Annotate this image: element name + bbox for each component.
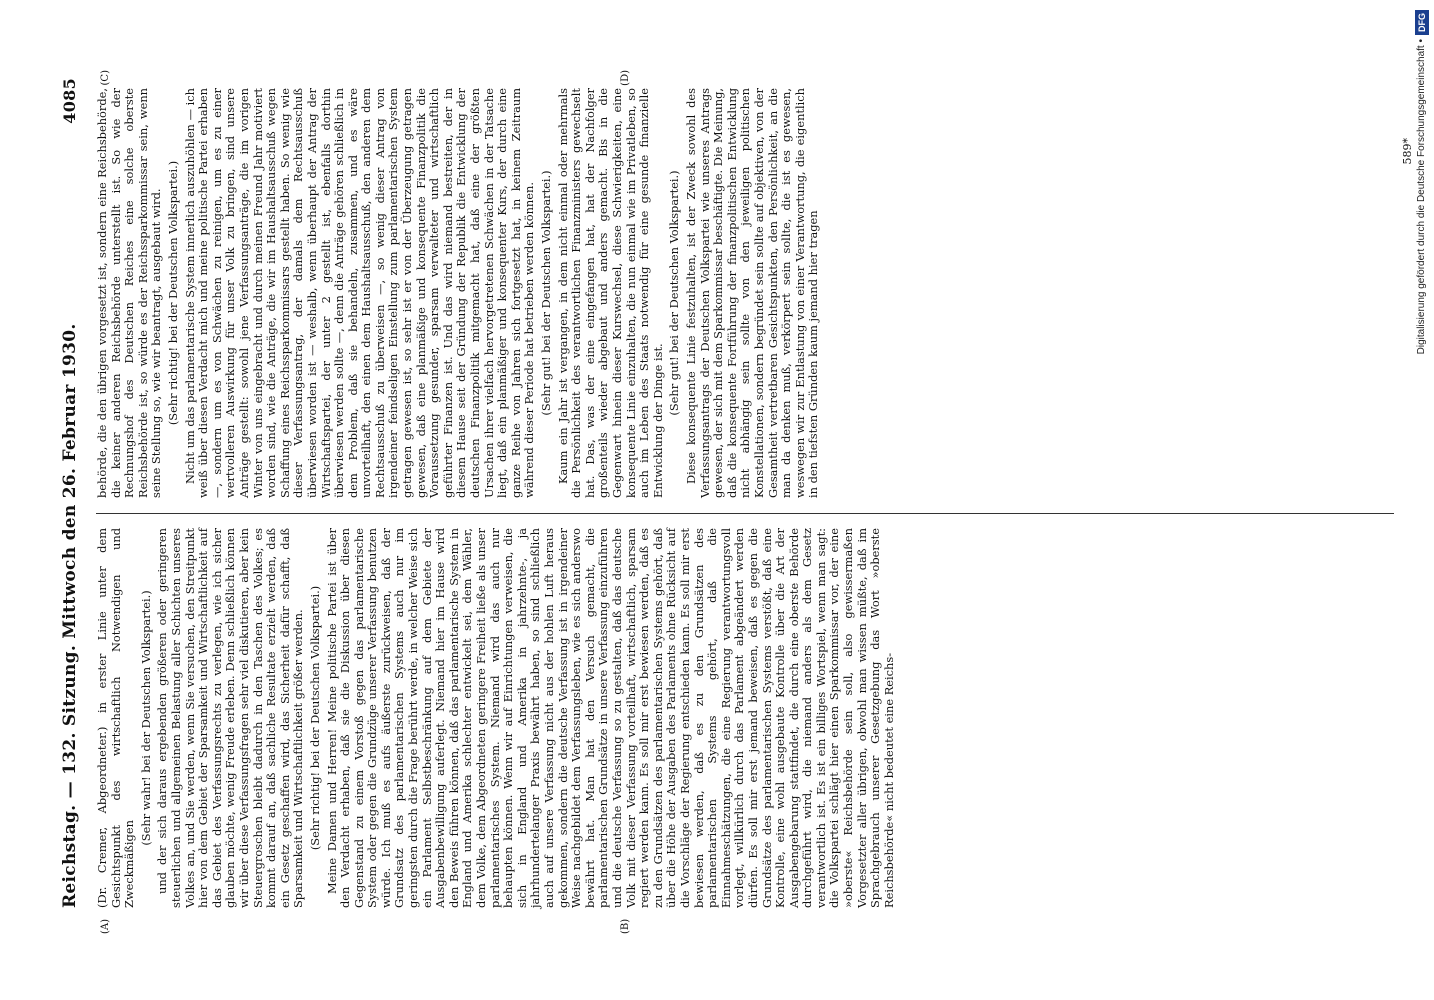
- column-divider: [96, 513, 1394, 514]
- right-column: [96, 88, 1394, 498]
- paragraph: Diese konsequente Linie festzuhalten, ist der Zweck sowohl des Verfassungsantrags der Deutschen Volkspartei wie unseres Antrags gewesen, der sich mit dem Sparkommissar beschäftigte. Die Meinung, daß die konsequente Fortführung der finanzpolitischen Entwicklung nicht abhängig sein sollte von den jeweiligen politischen Konstellationen, sondern begründet sein sollte auf objektiven, von der Gesamtheit vertretbaren Gesichtspunkten, den Persönlichkeit, an die man da denken muß, verkörpert sein sollte, die ist es gewesen, weswegen wir zur Entlastung von einer Verantwortung, die eigentlich in den tiefsten Gründen kaum jemand hier tragen: [683, 88, 821, 498]
- digitization-note-text: Digitalisierung gefördert durch die Deutsche Forschungsgemeinschaft •: [1416, 39, 1427, 355]
- interjection: (Sehr wahr! bei der Deutschen Volkspartei.): [138, 590, 153, 846]
- interjection: (Sehr gut! bei der Deutschen Volkspartei.): [539, 170, 553, 416]
- paragraph: behörde, die den übrigen vorgesetzt ist, sondern eine Reichsbehörde, die keiner anderen Reichsbehörde unterstellt ist. So wie der Rechnungshof des Deutschen Reiches eine solche oberste Reichsbehörde ist, so würde es der Reichssparkommissar sein, wenn seine Stellung so, wie wir beantragt, ausgebaut wird.: [95, 88, 164, 498]
- paragraph: (Dr. Cremer, Abgeordneter.) in erster Linie unter dem Gesichtspunkt des wirtschaftlich Notwendigen und Zweckmäßigen: [95, 528, 137, 908]
- header-title: Reichstag. — 132. Sitzung. Mittwoch den 26. Februar 1930.: [60, 323, 80, 908]
- margin-marker-b: (B): [620, 918, 631, 934]
- left-column: [96, 528, 1394, 908]
- margin-marker-d: (D): [620, 70, 631, 86]
- margin-marker-a: (A): [100, 918, 111, 934]
- paragraph: und der sich daraus ergebenden größeren oder geringeren steuerlichen und allgemeinen Belastung aller Schichten unseres Volkes an, und Sie werden, wenn Sie versuchen, den Streitpunkt hier von dem Gebiet der Sparsamkeit und Wirtschaftlichkeit auf das Gebiet des Verfassungsrechts zu verlegen, wie ich sicher glauben möchte, wenig Freude erleben. Denn schließlich können wir über diese Verfassungsfragen sehr viel diskutieren, aber kein Steuergroschen bleibt dadurch in den Taschen des Volkes; es kommt darauf an, daß sachliche Resultate erzielt werden, daß ein Gesetz geschaffen wird, das Sicherheit dafür schafft, daß Sparsamkeit und Wirtschaftlichkeit größer werden.: [155, 528, 306, 908]
- page-number: 4085: [60, 78, 79, 124]
- paragraph: Nicht um das parlamentarische System innerlich auszuhöhlen — ich weiß über diesen Verdacht mich und meine politische Partei erhaben —, sondern um es von Schwächen zu reinigen, um es zu einer wertvolleren Auswirkung für unser Volk zu bringen, sind unsere Anträge gestellt: sowohl jene Verfassungsanträge, die im vorigen Winter von uns eingebracht und durch meinen Freund Jahr motiviert worden sind, wie die Anträge, die wir im Haushaltsausschuß wegen Schaffung eines Reichssparkommissars gestellt haben. So wenig wie dieser Verfassungsantrag, der damals dem Rechtsausschuß überwiesen worden ist — weshalb, wenn überhaupt der Antrag der Wirtschaftspartei, der unter 2 gestellt ist, ebenfalls dorthin überwiesen werden sollte —, denn die Anträge gehören schließlich in dem Problem, daß sie behandeln, zusammen, und es wäre unvorteilhaft, den einen dem Haushaltsausschuß, den anderen dem Rechtsausschuß zu überweisen —, so wenig dieser Antrag von irgendeiner feindseligen Einstellung zum parlamentarischen System getragen gewesen ist, so sehr ist er von der Überzeugung getragen gewesen, daß eine planmäßige und konsequente Finanzpolitik die Voraussetzung gesunder, sparsam verwalteter und wirtschaftlich geführter Finanzen ist. Und das wird niemand bestreiten, der in diesem Hause seit der Gründung der Republik die Entwicklung der deutschen Finanzpolitik mitgemacht hat, daß eine der größten Ursachen ihrer vielfach hervorgetretenen Schwächen in der Tatsache liegt, daß ein planmäßiger und konsequenter Kurs, der durch eine ganze Reihe von Jahren sich fortgesetzt hat, in keinem Zeitraum während dieser Periode hat betrieben werden können.: [182, 88, 537, 498]
- interjection: (Sehr gut! bei der Deutschen Volkspartei.): [667, 170, 682, 416]
- paragraph: Kaum ein Jahr ist vergangen, in dem nicht einmal oder mehrmals die Persönlichkeit des verantwortlichen Finanzministers gewechselt hat. Das, was der eine eingefangen hat, hat der Nachfolger großenteils wieder abgebaut und anders gemacht. Bis in die Gegenwart hinein dieser Kurswechsel, diese Schwierigkeiten, eine konsequente Linie einzuhalten, die nun einmal wie im Privatleben, so auch im Leben des Staats notwendig für eine gesunde finanzielle Entwicklung der Dinge ist.: [555, 88, 665, 498]
- page-content: [60, 70, 1414, 938]
- paragraph: Meine Damen und Herren! Meine politische Partei ist über den Verdacht erhaben, daß sie die Diskussion über diesen Gegenstand zu einem Vorstoß gegen das parlamentarische System oder gegen die Grundzüge unserer Verfassung benutzen würde. Ich muß es aufs äußerste zurückweisen, daß der Grundsatz des parlamentarischen Systems auch nur im geringsten durch die Frage berührt werde, in welcher Weise sich ein Parlament Selbstbeschränkung auf dem Gebiete der Ausgabenbewilligung auferlegt. Niemand hier im Hause wird den Beweis führen können, daß das parlamentarische System in England und Amerika schlechter entwickelt sei, dem Wähler, dem Volke, dem Abgeordneten geringere Freiheit ließe als unser parlamentarisches System. Niemand wird das auch nur behaupten können. Wenn wir auf Einrichtungen verweisen, die sich in England und Amerika in jahrzehnte-, ja jahrhundertelanger Praxis bewährt haben, so sind schließlich auch auf unsere Verfassung nicht aus der hohlen Luft heraus gekommen, sondern die deutsche Verfassung ist in irgendeiner Weise nachgebildet dem Verfassungsleben, wie es sich anderswo bewährt hat. Man hat den Versuch gemacht, die parlamentarischen Grundsätze in unsere Verfassung einzuführen und die deutsche Verfassung so zu gestalten, daß das deutsche Volk mit dieser Verfassung vorteilhaft, wirtschaftlich, sparsam regiert werden kann. Es soll mir erst bewiesen werden, daß es zu den Grundsätzen des parlamentarischen Systems gehört, daß über die Höhe der Ausgaben des Parlaments ohne Rücksicht auf die Vorschläge der Regierung entschieden kann. Es soll mir erst bewiesen werden, daß es zu den Grundsätzen des parlamentarischen Systems gehört, daß die Einnahmeschätzungen, die eine Regierung verantwortungsvoll vorlegt, willkürlich durch das Parlament abgeändert werden dürfen. Es soll mir erst jemand beweisen, daß es gegen die Grundsätze des parlamentarischen Systems verstößt, daß eine Kontrolle, eine wohl ausgebaute Kontrolle über die Art der Ausgabengebarung stattfindet, die durch eine oberste Behörde durchgeführt wird, die niemand anders als dem Gesetz verantwortlich ist. Es ist ein billiges Wortspiel, wenn man sagt: die Volkspartei schlägt hier einen Sparkommissar vor, der eine »oberste« Reichsbehörde sein soll, also gewissermaßen Vorgesetzter aller übrigen, obwohl man wissen müßte, daß im Sprachgebrauch unserer Gesetzgebung das Wort »oberste Reichsbehörde« nicht bedeutet eine Reichs-: [324, 528, 896, 908]
- margin-marker-c: (C): [100, 70, 111, 86]
- signature-mark: 589*: [1401, 138, 1414, 165]
- dfg-logo: DFG: [1415, 10, 1429, 35]
- interjection: (Sehr richtig! bei der Deutschen Volkspartei.): [307, 585, 322, 851]
- interjection: (Sehr richtig! bei der Deutschen Volkspartei.): [165, 160, 180, 426]
- page-header: [60, 78, 86, 908]
- digitization-note: [1412, 10, 1432, 990]
- rotated-page-area: [60, 70, 1414, 938]
